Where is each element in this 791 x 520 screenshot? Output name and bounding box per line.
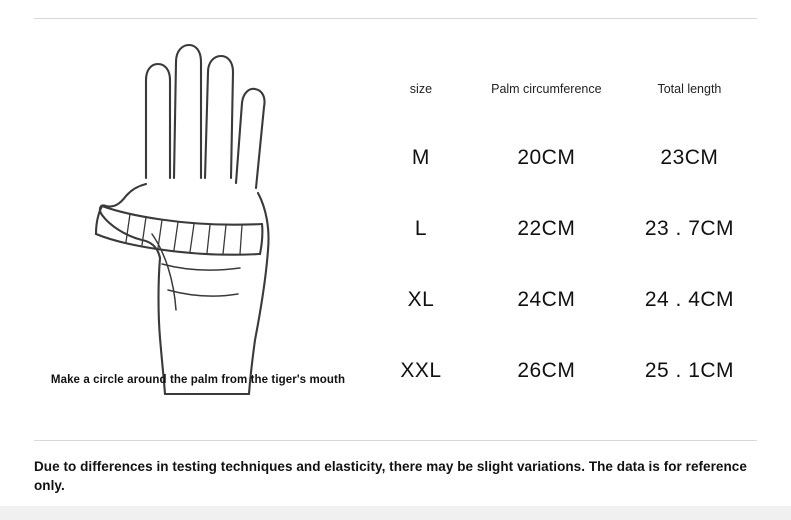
header-length: Total length — [657, 82, 722, 96]
table-row — [368, 122, 760, 193]
cell-palm: 24CM — [517, 287, 576, 311]
cell-palm: 22CM — [517, 216, 576, 240]
size-table — [368, 82, 760, 406]
cell-size: XL — [407, 287, 435, 311]
divider-top — [34, 18, 757, 19]
table-row — [368, 193, 760, 264]
cell-size: XXL — [400, 358, 442, 382]
cell-palm: 26CM — [517, 358, 576, 382]
cell-size: M — [411, 145, 430, 169]
cell-size: L — [414, 216, 427, 240]
cell-length: 23 . 7CM — [644, 216, 735, 240]
header-size: size — [409, 82, 433, 96]
cell-length: 23CM — [660, 145, 719, 169]
disclaimer-text: Due to differences in testing techniques and elasticity, there may be slight variations. The data is for reference only. — [34, 459, 747, 493]
cell-palm: 20CM — [517, 145, 576, 169]
table-header-row — [368, 82, 760, 122]
cell-length: 24 . 4CM — [644, 287, 735, 311]
hand-outline-icon — [34, 28, 364, 398]
bottom-strip — [0, 506, 791, 520]
table-row — [368, 335, 760, 406]
hand-diagram — [34, 28, 364, 398]
header-palm: Palm circumference — [491, 82, 602, 96]
table-row — [368, 264, 760, 335]
cell-length: 25 . 1CM — [644, 358, 735, 382]
diagram-caption: Make a circle around the palm from the tiger's mouth — [50, 374, 346, 386]
divider-bottom — [34, 440, 757, 441]
